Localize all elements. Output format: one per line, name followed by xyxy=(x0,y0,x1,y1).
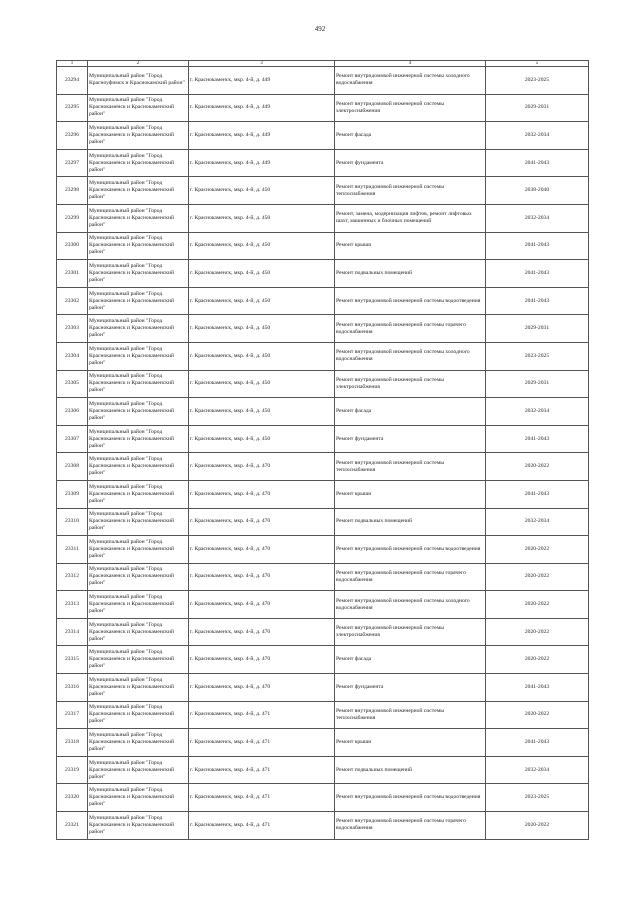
address-cell: г. Краснокаменск, мкр. 4-й, д. 471 xyxy=(189,701,335,729)
address-cell: г. Краснокаменск, мкр. 4-й, д. 450 xyxy=(189,287,335,315)
table-row xyxy=(57,204,589,232)
registry-table xyxy=(56,60,589,840)
address-cell: г. Краснокаменск, мкр. 4-й, д. 449 xyxy=(189,67,335,95)
work-type-cell: Ремонт подвальных помещений xyxy=(335,756,486,784)
table-row xyxy=(57,701,589,729)
municipality-cell: Муниципальный район "Город Краснокаменск и Краснокаменский район" xyxy=(88,618,189,646)
row-number-cell: 23296 xyxy=(57,122,88,150)
work-type-cell: Ремонт крыши xyxy=(335,480,486,508)
row-number-cell: 23305 xyxy=(57,370,88,398)
period-cell: 2041-2043 xyxy=(486,260,589,288)
municipality-cell: Муниципальный район "Город Краснокаменск и Краснокаменский район" xyxy=(88,480,189,508)
work-type-cell: Ремонт внутридомовой инженерной системы холодного водоснабжения xyxy=(335,342,486,370)
row-number-cell: 23321 xyxy=(57,812,88,840)
header-cell-5: 5 xyxy=(486,61,589,67)
period-cell: 2038-2040 xyxy=(486,177,589,205)
address-cell: г. Краснокаменск, мкр. 4-й, д. 449 xyxy=(189,122,335,150)
row-number-cell: 23306 xyxy=(57,398,88,426)
table-row xyxy=(57,177,589,205)
table-row xyxy=(57,260,589,288)
period-cell: 2020-2022 xyxy=(486,646,589,674)
municipality-cell: Муниципальный район "Город Краснокаменск и Краснокаменский район" xyxy=(88,756,189,784)
row-number-cell: 23308 xyxy=(57,453,88,481)
table-row xyxy=(57,287,589,315)
period-cell: 2020-2022 xyxy=(486,453,589,481)
table-row xyxy=(57,67,589,95)
address-cell: г. Краснокаменск, мкр. 4-й, д. 470 xyxy=(189,674,335,702)
address-cell: г. Краснокаменск, мкр. 4-й, д. 471 xyxy=(189,756,335,784)
period-cell: 2032-2034 xyxy=(486,122,589,150)
table-row xyxy=(57,398,589,426)
work-type-cell: Ремонт фасада xyxy=(335,398,486,426)
row-number-cell: 23315 xyxy=(57,646,88,674)
header-cell-2: 2 xyxy=(88,61,189,67)
row-number-cell: 23318 xyxy=(57,729,88,757)
period-cell: 2020-2022 xyxy=(486,618,589,646)
municipality-cell: Муниципальный район "Город Краснокаменск и Краснокаменский район" xyxy=(88,425,189,453)
table-row xyxy=(57,370,589,398)
row-number-cell: 23319 xyxy=(57,756,88,784)
municipality-cell: Муниципальный район "Город Краснокаменск и Краснокаменский район" xyxy=(88,232,189,260)
work-type-cell: Ремонт внутридомовой инженерной системы водоотведения xyxy=(335,536,486,564)
address-cell: г. Краснокаменск, мкр. 4-й, д. 449 xyxy=(189,149,335,177)
period-cell: 2023-2025 xyxy=(486,67,589,95)
municipality-cell: Муниципальный район "Город Краснокаменск и Краснокаменский район" xyxy=(88,701,189,729)
work-type-cell: Ремонт подвальных помещений xyxy=(335,260,486,288)
municipality-cell: Муниципальный район "Город Краснокаменск и Краснокаменский район" xyxy=(88,784,189,812)
row-number-cell: 23316 xyxy=(57,674,88,702)
address-cell: г. Краснокаменск, мкр. 4-й, д. 471 xyxy=(189,784,335,812)
work-type-cell: Ремонт внутридомовой инженерной системы электроснабжения xyxy=(335,370,486,398)
table-row xyxy=(57,122,589,150)
municipality-cell: Муниципальный район "Город Краснокаменск и Краснокаменский район" xyxy=(88,591,189,619)
address-cell: г. Краснокаменск, мкр. 4-й, д. 471 xyxy=(189,729,335,757)
work-type-cell: Ремонт фундамента xyxy=(335,425,486,453)
row-number-cell: 23317 xyxy=(57,701,88,729)
period-cell: 2041-2043 xyxy=(486,480,589,508)
table-row xyxy=(57,591,589,619)
period-cell: 2041-2043 xyxy=(486,287,589,315)
table-row xyxy=(57,315,589,343)
period-cell: 2041-2043 xyxy=(486,232,589,260)
work-type-cell: Ремонт внутридомовой инженерной системы горячего водоснабжения xyxy=(335,315,486,343)
work-type-cell: Ремонт внутридомовой инженерной системы водоотведения xyxy=(335,287,486,315)
municipality-cell: Муниципальный район "Город Краснокаменск и Краснокаменский район" xyxy=(88,342,189,370)
address-cell: г. Краснокаменск, мкр. 4-й, д. 450 xyxy=(189,260,335,288)
row-number-cell: 23295 xyxy=(57,94,88,122)
period-cell: 2041-2043 xyxy=(486,425,589,453)
work-type-cell: Ремонт внутридомовой инженерной системы теплоснабжения xyxy=(335,177,486,205)
work-type-cell: Ремонт внутридомовой инженерной системы горячего водоснабжения xyxy=(335,812,486,840)
row-number-cell: 23302 xyxy=(57,287,88,315)
address-cell: г. Краснокаменск, мкр. 4-й, д. 450 xyxy=(189,315,335,343)
table-row xyxy=(57,425,589,453)
work-type-cell: Ремонт фасада xyxy=(335,646,486,674)
row-number-cell: 23309 xyxy=(57,480,88,508)
row-number-cell: 23299 xyxy=(57,204,88,232)
work-type-cell: Ремонт внутридомовой инженерной системы водоотведения xyxy=(335,784,486,812)
period-cell: 2032-2034 xyxy=(486,204,589,232)
table-row xyxy=(57,646,589,674)
period-cell: 2041-2043 xyxy=(486,149,589,177)
row-number-cell: 23300 xyxy=(57,232,88,260)
page-number: 492 xyxy=(314,25,326,33)
row-number-cell: 23303 xyxy=(57,315,88,343)
municipality-cell: Муниципальный район "Город Краснокаменск и Краснокаменский район" xyxy=(88,508,189,536)
table-row xyxy=(57,812,589,840)
work-type-cell: Ремонт подвальных помещений xyxy=(335,508,486,536)
municipality-cell: Муниципальный район "Город Краснокаменск и Краснокаменский район" xyxy=(88,315,189,343)
municipality-cell: Муниципальный район "Город Краснокаменск и Краснокаменский район" xyxy=(88,260,189,288)
municipality-cell: Муниципальный район "Город Красноуфимск и Краснокамский район" xyxy=(88,67,189,95)
work-type-cell: Ремонт внутридомовой инженерной системы холодного водоснабжения xyxy=(335,67,486,95)
address-cell: г. Краснокаменск, мкр. 4-й, д. 450 xyxy=(189,342,335,370)
work-type-cell: Ремонт внутридомовой инженерной системы холодного водоснабжения xyxy=(335,591,486,619)
period-cell: 2020-2022 xyxy=(486,536,589,564)
address-cell: г. Краснокаменск, мкр. 4-й, д. 470 xyxy=(189,453,335,481)
table-row xyxy=(57,729,589,757)
table-row xyxy=(57,536,589,564)
address-cell: г. Краснокаменск, мкр. 4-й, д. 450 xyxy=(189,177,335,205)
municipality-cell: Муниципальный район "Город Краснокаменск и Краснокаменский район" xyxy=(88,729,189,757)
table-row xyxy=(57,480,589,508)
municipality-cell: Муниципальный район "Город Краснокаменск и Краснокаменский район" xyxy=(88,812,189,840)
work-type-cell: Ремонт фундамента xyxy=(335,674,486,702)
municipality-cell: Муниципальный район "Город Краснокаменск и Краснокаменский район" xyxy=(88,177,189,205)
period-cell: 2029-2031 xyxy=(486,94,589,122)
period-cell: 2041-2043 xyxy=(486,674,589,702)
period-cell: 2020-2022 xyxy=(486,812,589,840)
work-type-cell: Ремонт внутридомовой инженерной системы горячего водоснабжения xyxy=(335,563,486,591)
row-number-cell: 23313 xyxy=(57,591,88,619)
work-type-cell: Ремонт фасада xyxy=(335,122,486,150)
address-cell: г. Краснокаменск, мкр. 4-й, д. 450 xyxy=(189,232,335,260)
work-type-cell: Ремонт внутридомовой инженерной системы электроснабжения xyxy=(335,618,486,646)
period-cell: 2032-2034 xyxy=(486,398,589,426)
header-cell-4: 4 xyxy=(335,61,486,67)
work-type-cell: Ремонт внутридомовой инженерной системы теплоснабжения xyxy=(335,701,486,729)
address-cell: г. Краснокаменск, мкр. 4-й, д. 450 xyxy=(189,204,335,232)
row-number-cell: 23297 xyxy=(57,149,88,177)
period-cell: 2020-2022 xyxy=(486,701,589,729)
table-row xyxy=(57,149,589,177)
period-cell: 2029-2031 xyxy=(486,315,589,343)
row-number-cell: 23312 xyxy=(57,563,88,591)
period-cell: 2032-2034 xyxy=(486,508,589,536)
municipality-cell: Муниципальный район "Город Краснокаменск и Краснокаменский район" xyxy=(88,398,189,426)
address-cell: г. Краснокаменск, мкр. 4-й, д. 450 xyxy=(189,370,335,398)
municipality-cell: Муниципальный район "Город Краснокаменск и Краснокаменский район" xyxy=(88,370,189,398)
period-cell: 2020-2022 xyxy=(486,563,589,591)
work-type-cell: Ремонт крыши xyxy=(335,729,486,757)
address-cell: г. Краснокаменск, мкр. 4-й, д. 450 xyxy=(189,425,335,453)
address-cell: г. Краснокаменск, мкр. 4-й, д. 470 xyxy=(189,480,335,508)
address-cell: г. Краснокаменск, мкр. 4-й, д. 449 xyxy=(189,94,335,122)
row-number-cell: 23311 xyxy=(57,536,88,564)
row-number-cell: 23298 xyxy=(57,177,88,205)
work-type-cell: Ремонт внутридомовой инженерной системы теплоснабжения xyxy=(335,453,486,481)
municipality-cell: Муниципальный район "Город Краснокаменск и Краснокаменский район" xyxy=(88,674,189,702)
table-row xyxy=(57,232,589,260)
period-cell: 2029-2031 xyxy=(486,370,589,398)
address-cell: г. Краснокаменск, мкр. 4-й, д. 470 xyxy=(189,563,335,591)
municipality-cell: Муниципальный район "Город Краснокаменск и Краснокаменский район" xyxy=(88,646,189,674)
address-cell: г. Краснокаменск, мкр. 4-й, д. 471 xyxy=(189,812,335,840)
table-row xyxy=(57,674,589,702)
row-number-cell: 23294 xyxy=(57,67,88,95)
table-row xyxy=(57,342,589,370)
period-cell: 2023-2025 xyxy=(486,784,589,812)
municipality-cell: Муниципальный район "Город Краснокаменск и Краснокаменский район" xyxy=(88,204,189,232)
municipality-cell: Муниципальный район "Город Краснокаменск и Краснокаменский район" xyxy=(88,453,189,481)
table-row xyxy=(57,94,589,122)
municipality-cell: Муниципальный район "Город Краснокаменск и Краснокаменский район" xyxy=(88,287,189,315)
table-row xyxy=(57,453,589,481)
work-type-cell: Ремонт внутридомовой инженерной системы электроснабжения xyxy=(335,94,486,122)
period-cell: 2032-2034 xyxy=(486,756,589,784)
table-row xyxy=(57,563,589,591)
table-row xyxy=(57,508,589,536)
municipality-cell: Муниципальный район "Город Краснокаменск и Краснокаменский район" xyxy=(88,536,189,564)
address-cell: г. Краснокаменск, мкр. 4-й, д. 470 xyxy=(189,646,335,674)
period-cell: 2041-2043 xyxy=(486,729,589,757)
table-body xyxy=(57,67,589,840)
row-number-cell: 23301 xyxy=(57,260,88,288)
municipality-cell: Муниципальный район "Город Краснокаменск и Краснокаменский район" xyxy=(88,122,189,150)
header-cell-1: 1 xyxy=(57,61,88,67)
period-cell: 2020-2022 xyxy=(486,591,589,619)
address-cell: г. Краснокаменск, мкр. 4-й, д. 470 xyxy=(189,508,335,536)
work-type-cell: Ремонт, замена, модернизация лифтов, ремонт лифтовых шахт, машинных и блочных помещений xyxy=(335,204,486,232)
row-number-cell: 23304 xyxy=(57,342,88,370)
address-cell: г. Краснокаменск, мкр. 4-й, д. 470 xyxy=(189,536,335,564)
address-cell: г. Краснокаменск, мкр. 4-й, д. 450 xyxy=(189,398,335,426)
period-cell: 2023-2025 xyxy=(486,342,589,370)
address-cell: г. Краснокаменск, мкр. 4-й, д. 470 xyxy=(189,591,335,619)
work-type-cell: Ремонт крыши xyxy=(335,232,486,260)
municipality-cell: Муниципальный район "Город Краснокаменск и Краснокаменский район" xyxy=(88,563,189,591)
table-row xyxy=(57,784,589,812)
row-number-cell: 23320 xyxy=(57,784,88,812)
municipality-cell: Муниципальный район "Город Краснокаменск и Краснокаменский район" xyxy=(88,149,189,177)
row-number-cell: 23314 xyxy=(57,618,88,646)
table-row xyxy=(57,756,589,784)
table-row xyxy=(57,618,589,646)
header-cell-3: 3 xyxy=(189,61,335,67)
address-cell: г. Краснокаменск, мкр. 4-й, д. 470 xyxy=(189,618,335,646)
work-type-cell: Ремонт фундамента xyxy=(335,149,486,177)
row-number-cell: 23310 xyxy=(57,508,88,536)
row-number-cell: 23307 xyxy=(57,425,88,453)
municipality-cell: Муниципальный район "Город Краснокаменск и Краснокаменский район" xyxy=(88,94,189,122)
